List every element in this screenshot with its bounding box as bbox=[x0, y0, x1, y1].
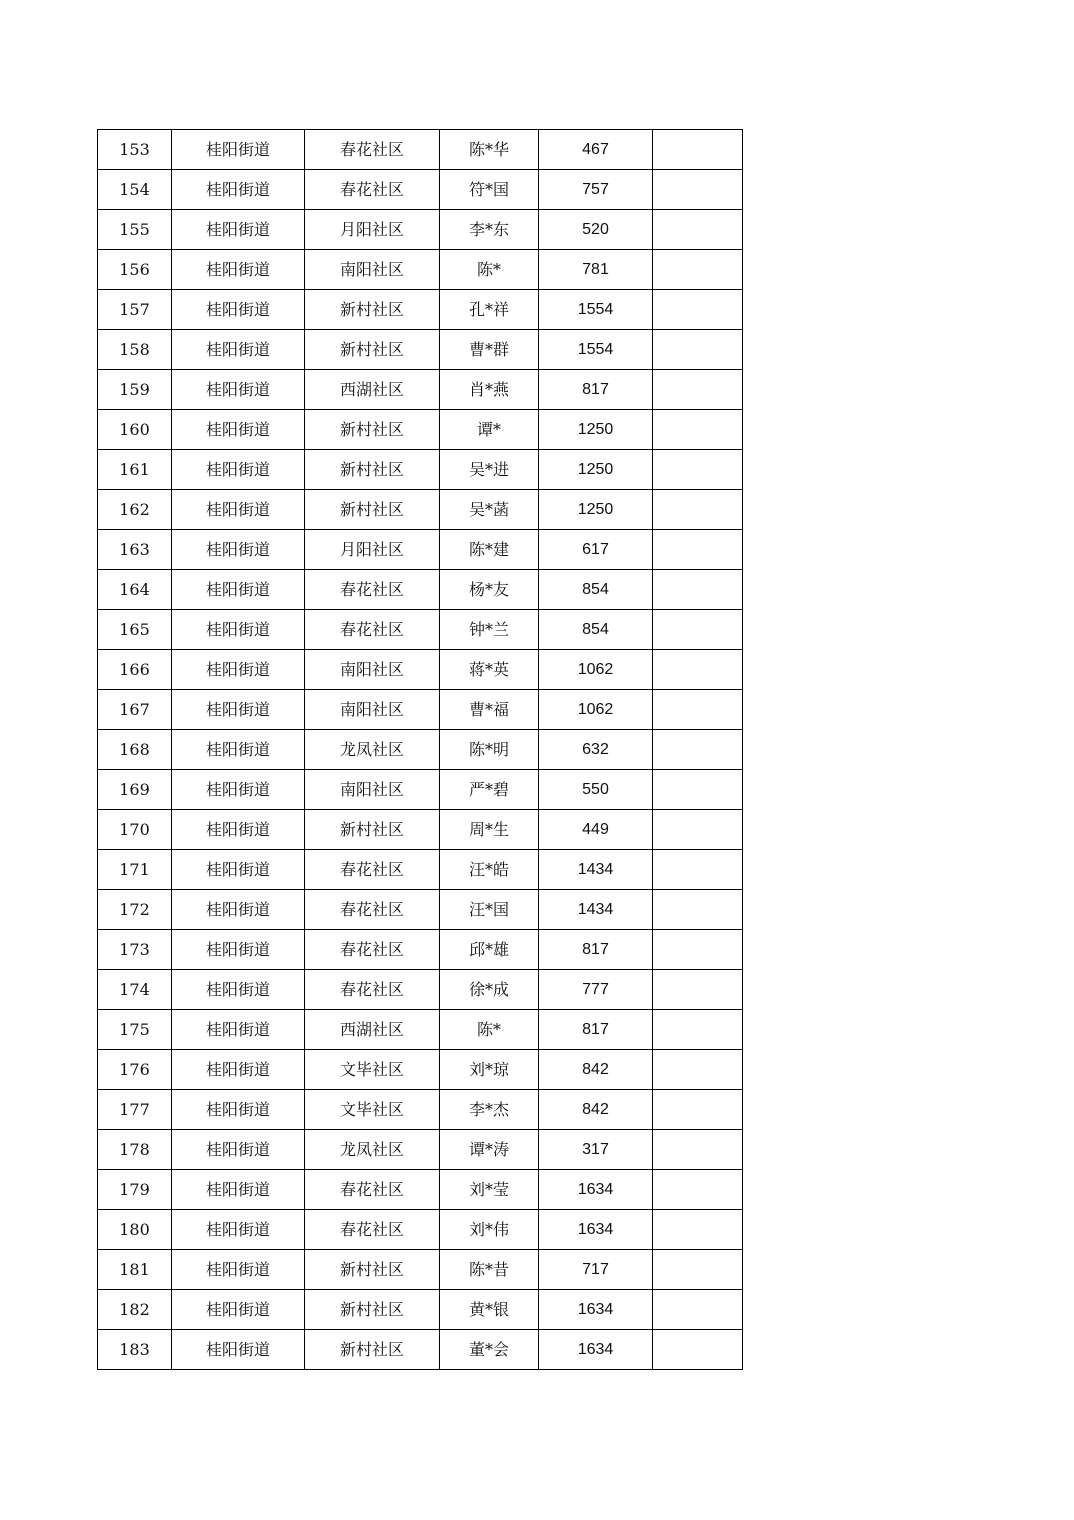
table-row bbox=[98, 610, 743, 650]
note-cell bbox=[653, 1170, 743, 1210]
community-cell: 春花社区 bbox=[305, 1170, 440, 1210]
note-cell bbox=[653, 1290, 743, 1330]
community-cell: 春花社区 bbox=[305, 890, 440, 930]
name-cell: 陈* bbox=[440, 1010, 539, 1050]
name-cell: 黄*银 bbox=[440, 1290, 539, 1330]
note-cell bbox=[653, 330, 743, 370]
note-cell bbox=[653, 610, 743, 650]
amount-cell: 467 bbox=[539, 130, 653, 170]
street-cell: 桂阳街道 bbox=[172, 530, 305, 570]
row-index-cell: 158 bbox=[98, 330, 172, 370]
name-cell: 符*国 bbox=[440, 170, 539, 210]
name-cell: 吴*进 bbox=[440, 450, 539, 490]
name-cell: 谭* bbox=[440, 410, 539, 450]
row-index-cell: 164 bbox=[98, 570, 172, 610]
amount-cell: 1250 bbox=[539, 490, 653, 530]
row-index-cell: 161 bbox=[98, 450, 172, 490]
table-row bbox=[98, 490, 743, 530]
street-cell: 桂阳街道 bbox=[172, 1210, 305, 1250]
row-index-cell: 170 bbox=[98, 810, 172, 850]
row-index-cell: 173 bbox=[98, 930, 172, 970]
table-row bbox=[98, 410, 743, 450]
note-cell bbox=[653, 1130, 743, 1170]
note-cell bbox=[653, 410, 743, 450]
street-cell: 桂阳街道 bbox=[172, 1050, 305, 1090]
community-cell: 新村社区 bbox=[305, 450, 440, 490]
row-index-cell: 180 bbox=[98, 1210, 172, 1250]
note-cell bbox=[653, 970, 743, 1010]
community-cell: 南阳社区 bbox=[305, 250, 440, 290]
community-cell: 南阳社区 bbox=[305, 690, 440, 730]
name-cell: 曹*福 bbox=[440, 690, 539, 730]
amount-cell: 854 bbox=[539, 570, 653, 610]
amount-cell: 842 bbox=[539, 1090, 653, 1130]
street-cell: 桂阳街道 bbox=[172, 730, 305, 770]
community-cell: 春花社区 bbox=[305, 930, 440, 970]
table-row bbox=[98, 770, 743, 810]
street-cell: 桂阳街道 bbox=[172, 1170, 305, 1210]
amount-cell: 449 bbox=[539, 810, 653, 850]
community-cell: 龙凤社区 bbox=[305, 730, 440, 770]
row-index-cell: 167 bbox=[98, 690, 172, 730]
name-cell: 陈*昔 bbox=[440, 1250, 539, 1290]
table-row bbox=[98, 890, 743, 930]
name-cell: 陈*建 bbox=[440, 530, 539, 570]
note-cell bbox=[653, 530, 743, 570]
amount-cell: 550 bbox=[539, 770, 653, 810]
table-row bbox=[98, 1050, 743, 1090]
street-cell: 桂阳街道 bbox=[172, 810, 305, 850]
amount-cell: 1062 bbox=[539, 650, 653, 690]
street-cell: 桂阳街道 bbox=[172, 930, 305, 970]
street-cell: 桂阳街道 bbox=[172, 610, 305, 650]
street-cell: 桂阳街道 bbox=[172, 210, 305, 250]
note-cell bbox=[653, 450, 743, 490]
amount-cell: 617 bbox=[539, 530, 653, 570]
name-cell: 周*生 bbox=[440, 810, 539, 850]
amount-cell: 1634 bbox=[539, 1290, 653, 1330]
table-row bbox=[98, 1090, 743, 1130]
amount-cell: 1634 bbox=[539, 1330, 653, 1370]
note-cell bbox=[653, 650, 743, 690]
street-cell: 桂阳街道 bbox=[172, 650, 305, 690]
name-cell: 陈* bbox=[440, 250, 539, 290]
amount-cell: 842 bbox=[539, 1050, 653, 1090]
name-cell: 孔*祥 bbox=[440, 290, 539, 330]
amount-cell: 1434 bbox=[539, 850, 653, 890]
name-cell: 陈*华 bbox=[440, 130, 539, 170]
note-cell bbox=[653, 930, 743, 970]
row-index-cell: 178 bbox=[98, 1130, 172, 1170]
amount-cell: 1434 bbox=[539, 890, 653, 930]
row-index-cell: 174 bbox=[98, 970, 172, 1010]
community-cell: 新村社区 bbox=[305, 1290, 440, 1330]
community-cell: 新村社区 bbox=[305, 1250, 440, 1290]
community-cell: 新村社区 bbox=[305, 330, 440, 370]
amount-cell: 1554 bbox=[539, 290, 653, 330]
street-cell: 桂阳街道 bbox=[172, 170, 305, 210]
street-cell: 桂阳街道 bbox=[172, 690, 305, 730]
community-cell: 西湖社区 bbox=[305, 370, 440, 410]
name-cell: 汪*国 bbox=[440, 890, 539, 930]
community-cell: 春花社区 bbox=[305, 850, 440, 890]
row-index-cell: 176 bbox=[98, 1050, 172, 1090]
amount-cell: 1554 bbox=[539, 330, 653, 370]
note-cell bbox=[653, 690, 743, 730]
street-cell: 桂阳街道 bbox=[172, 290, 305, 330]
row-index-cell: 165 bbox=[98, 610, 172, 650]
note-cell bbox=[653, 370, 743, 410]
name-cell: 蒋*英 bbox=[440, 650, 539, 690]
community-cell: 新村社区 bbox=[305, 810, 440, 850]
note-cell bbox=[653, 490, 743, 530]
note-cell bbox=[653, 890, 743, 930]
note-cell bbox=[653, 730, 743, 770]
community-cell: 南阳社区 bbox=[305, 770, 440, 810]
note-cell bbox=[653, 130, 743, 170]
street-cell: 桂阳街道 bbox=[172, 850, 305, 890]
row-index-cell: 175 bbox=[98, 1010, 172, 1050]
street-cell: 桂阳街道 bbox=[172, 370, 305, 410]
street-cell: 桂阳街道 bbox=[172, 1130, 305, 1170]
note-cell bbox=[653, 250, 743, 290]
name-cell: 刘*莹 bbox=[440, 1170, 539, 1210]
name-cell: 刘*伟 bbox=[440, 1210, 539, 1250]
row-index-cell: 159 bbox=[98, 370, 172, 410]
community-cell: 春花社区 bbox=[305, 970, 440, 1010]
table-row bbox=[98, 810, 743, 850]
street-cell: 桂阳街道 bbox=[172, 1250, 305, 1290]
row-index-cell: 177 bbox=[98, 1090, 172, 1130]
table-row bbox=[98, 450, 743, 490]
amount-cell: 757 bbox=[539, 170, 653, 210]
amount-cell: 520 bbox=[539, 210, 653, 250]
row-index-cell: 168 bbox=[98, 730, 172, 770]
amount-cell: 1062 bbox=[539, 690, 653, 730]
note-cell bbox=[653, 1330, 743, 1370]
amount-cell: 854 bbox=[539, 610, 653, 650]
name-cell: 李*东 bbox=[440, 210, 539, 250]
row-index-cell: 183 bbox=[98, 1330, 172, 1370]
street-cell: 桂阳街道 bbox=[172, 890, 305, 930]
street-cell: 桂阳街道 bbox=[172, 1330, 305, 1370]
table-row bbox=[98, 570, 743, 610]
table-row bbox=[98, 690, 743, 730]
community-cell: 新村社区 bbox=[305, 1330, 440, 1370]
community-cell: 春花社区 bbox=[305, 130, 440, 170]
amount-cell: 717 bbox=[539, 1250, 653, 1290]
community-cell: 春花社区 bbox=[305, 170, 440, 210]
name-cell: 徐*成 bbox=[440, 970, 539, 1010]
street-cell: 桂阳街道 bbox=[172, 970, 305, 1010]
street-cell: 桂阳街道 bbox=[172, 250, 305, 290]
note-cell bbox=[653, 1250, 743, 1290]
community-cell: 月阳社区 bbox=[305, 530, 440, 570]
table-row bbox=[98, 170, 743, 210]
name-cell: 吴*菡 bbox=[440, 490, 539, 530]
amount-cell: 781 bbox=[539, 250, 653, 290]
table-row bbox=[98, 1130, 743, 1170]
table-row bbox=[98, 130, 743, 170]
street-cell: 桂阳街道 bbox=[172, 450, 305, 490]
row-index-cell: 157 bbox=[98, 290, 172, 330]
note-cell bbox=[653, 1090, 743, 1130]
name-cell: 董*会 bbox=[440, 1330, 539, 1370]
table-row bbox=[98, 1330, 743, 1370]
street-cell: 桂阳街道 bbox=[172, 570, 305, 610]
note-cell bbox=[653, 290, 743, 330]
row-index-cell: 181 bbox=[98, 1250, 172, 1290]
name-cell: 曹*群 bbox=[440, 330, 539, 370]
community-cell: 新村社区 bbox=[305, 410, 440, 450]
note-cell bbox=[653, 1010, 743, 1050]
row-index-cell: 169 bbox=[98, 770, 172, 810]
street-cell: 桂阳街道 bbox=[172, 1010, 305, 1050]
table-row bbox=[98, 650, 743, 690]
amount-cell: 1634 bbox=[539, 1210, 653, 1250]
table-row bbox=[98, 330, 743, 370]
row-index-cell: 160 bbox=[98, 410, 172, 450]
name-cell: 杨*友 bbox=[440, 570, 539, 610]
amount-cell: 817 bbox=[539, 1010, 653, 1050]
street-cell: 桂阳街道 bbox=[172, 410, 305, 450]
row-index-cell: 172 bbox=[98, 890, 172, 930]
note-cell bbox=[653, 1050, 743, 1090]
row-index-cell: 155 bbox=[98, 210, 172, 250]
records-table bbox=[97, 129, 743, 1370]
note-cell bbox=[653, 1210, 743, 1250]
community-cell: 新村社区 bbox=[305, 290, 440, 330]
community-cell: 西湖社区 bbox=[305, 1010, 440, 1050]
row-index-cell: 166 bbox=[98, 650, 172, 690]
community-cell: 春花社区 bbox=[305, 610, 440, 650]
note-cell bbox=[653, 810, 743, 850]
table-row bbox=[98, 290, 743, 330]
community-cell: 月阳社区 bbox=[305, 210, 440, 250]
name-cell: 邱*雄 bbox=[440, 930, 539, 970]
name-cell: 刘*琼 bbox=[440, 1050, 539, 1090]
street-cell: 桂阳街道 bbox=[172, 770, 305, 810]
name-cell: 李*杰 bbox=[440, 1090, 539, 1130]
table-row bbox=[98, 1010, 743, 1050]
row-index-cell: 163 bbox=[98, 530, 172, 570]
note-cell bbox=[653, 570, 743, 610]
table-row bbox=[98, 1210, 743, 1250]
name-cell: 谭*涛 bbox=[440, 1130, 539, 1170]
street-cell: 桂阳街道 bbox=[172, 130, 305, 170]
table-row bbox=[98, 970, 743, 1010]
name-cell: 陈*明 bbox=[440, 730, 539, 770]
row-index-cell: 182 bbox=[98, 1290, 172, 1330]
table-row bbox=[98, 930, 743, 970]
amount-cell: 1634 bbox=[539, 1170, 653, 1210]
records-table-body bbox=[98, 130, 743, 1370]
table-row bbox=[98, 850, 743, 890]
amount-cell: 817 bbox=[539, 930, 653, 970]
table-row bbox=[98, 530, 743, 570]
amount-cell: 1250 bbox=[539, 410, 653, 450]
amount-cell: 817 bbox=[539, 370, 653, 410]
table-row bbox=[98, 1170, 743, 1210]
community-cell: 南阳社区 bbox=[305, 650, 440, 690]
community-cell: 春花社区 bbox=[305, 570, 440, 610]
table-row bbox=[98, 370, 743, 410]
table-row bbox=[98, 1290, 743, 1330]
note-cell bbox=[653, 850, 743, 890]
table-row bbox=[98, 210, 743, 250]
note-cell bbox=[653, 210, 743, 250]
community-cell: 龙凤社区 bbox=[305, 1130, 440, 1170]
name-cell: 肖*燕 bbox=[440, 370, 539, 410]
table-row bbox=[98, 250, 743, 290]
community-cell: 文毕社区 bbox=[305, 1050, 440, 1090]
community-cell: 文毕社区 bbox=[305, 1090, 440, 1130]
amount-cell: 317 bbox=[539, 1130, 653, 1170]
row-index-cell: 171 bbox=[98, 850, 172, 890]
amount-cell: 1250 bbox=[539, 450, 653, 490]
row-index-cell: 154 bbox=[98, 170, 172, 210]
note-cell bbox=[653, 770, 743, 810]
row-index-cell: 153 bbox=[98, 130, 172, 170]
name-cell: 钟*兰 bbox=[440, 610, 539, 650]
row-index-cell: 162 bbox=[98, 490, 172, 530]
note-cell bbox=[653, 170, 743, 210]
amount-cell: 777 bbox=[539, 970, 653, 1010]
street-cell: 桂阳街道 bbox=[172, 1090, 305, 1130]
table-row bbox=[98, 1250, 743, 1290]
community-cell: 春花社区 bbox=[305, 1210, 440, 1250]
name-cell: 汪*皓 bbox=[440, 850, 539, 890]
amount-cell: 632 bbox=[539, 730, 653, 770]
row-index-cell: 156 bbox=[98, 250, 172, 290]
street-cell: 桂阳街道 bbox=[172, 1290, 305, 1330]
name-cell: 严*碧 bbox=[440, 770, 539, 810]
street-cell: 桂阳街道 bbox=[172, 330, 305, 370]
row-index-cell: 179 bbox=[98, 1170, 172, 1210]
community-cell: 新村社区 bbox=[305, 490, 440, 530]
street-cell: 桂阳街道 bbox=[172, 490, 305, 530]
table-row bbox=[98, 730, 743, 770]
